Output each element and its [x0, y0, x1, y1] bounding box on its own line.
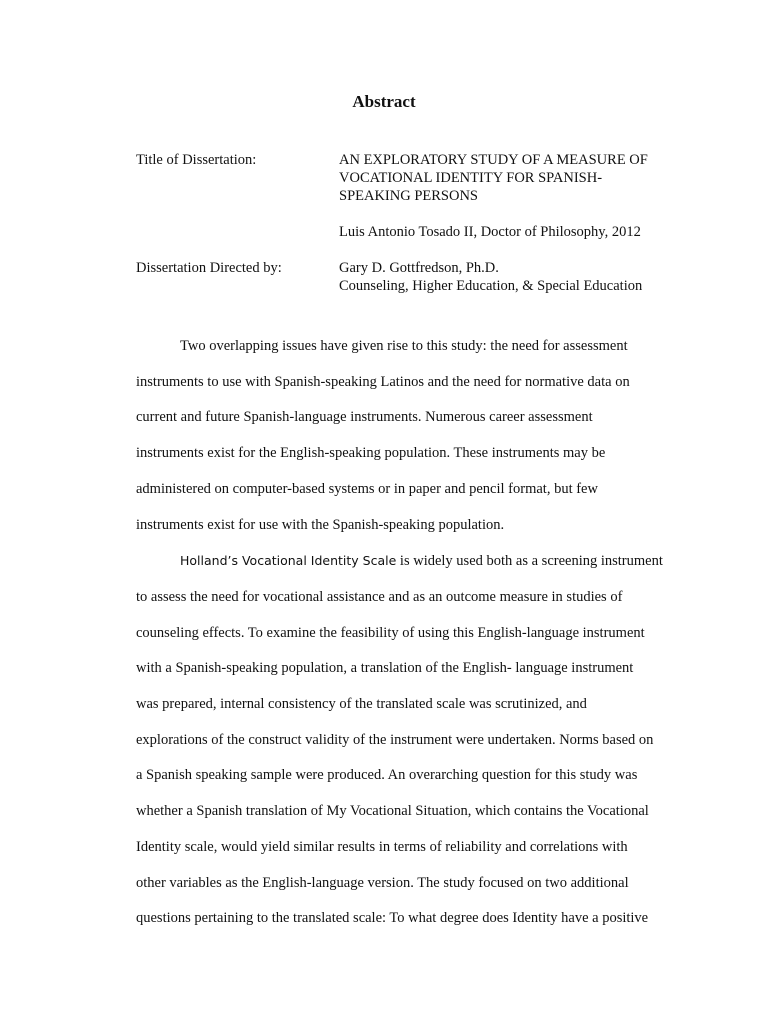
author-degree: Luis Antonio Tosado II, Doctor of Philosophy, 2012: [339, 224, 641, 240]
text-line: instruments exist for the English-speaking population. These instruments may be: [136, 445, 606, 462]
dissertation-title: [339, 151, 696, 205]
dissertation-metadata: [136, 151, 696, 295]
scale-name: Holland’s Vocational Identity Scale: [180, 553, 397, 569]
text-line: whether a Spanish translation of My Vocational Situation, which contains the Vocational: [136, 803, 649, 820]
title-label: Title of Dissertation:: [136, 152, 257, 168]
director-row: [136, 259, 696, 295]
title-line: VOCATIONAL IDENTITY FOR SPANISH-: [339, 170, 603, 186]
paragraph: [136, 543, 680, 937]
text-line: Holland’s Vocational Identity Scale is widely used both as a screening instrument: [180, 553, 663, 570]
abstract-heading: Abstract: [352, 92, 416, 111]
text-line: was prepared, internal consistency of the translated scale was scrutinized, and: [136, 696, 587, 713]
text-line: current and future Spanish-language instruments. Numerous career assessment: [136, 409, 593, 426]
text-line: other variables as the English-language version. The study focused on two additional: [136, 874, 629, 891]
text-line: questions pertaining to the translated scale: To what degree does Identity have a positive: [136, 910, 649, 927]
text-line: Identity scale, would yield similar results in terms of reliability and correlations with: [136, 838, 628, 855]
director-name: Gary D. Gottfredson, Ph.D.: [339, 260, 499, 276]
author-row: [136, 223, 696, 241]
text-line: explorations of the construct validity of the instrument were undertaken. Norms based on: [136, 731, 654, 748]
text-line: counseling effects. To examine the feasibility of using this English-language instrument: [136, 624, 645, 641]
text-line: a Spanish speaking sample were produced. An overarching question for this study was: [136, 767, 638, 784]
text-line: with a Spanish-speaking population, a translation of the English- language instrument: [136, 660, 634, 677]
director-info: [339, 259, 696, 295]
director-department: Counseling, Higher Education, & Special Education: [339, 278, 643, 294]
text-line: to assess the need for vocational assistance and as an outcome measure in studies of: [136, 588, 623, 605]
text-line: Two overlapping issues have given rise to this study: the need for assessment: [180, 338, 628, 354]
director-label: Dissertation Directed by:: [136, 260, 282, 276]
text-line: instruments exist for use with the Spanish-speaking population.: [136, 516, 505, 533]
text-line: administered on computer-based systems or in paper and pencil format, but few: [136, 480, 598, 497]
title-line: SPEAKING PERSONS: [339, 188, 478, 204]
text-line: instruments to use with Spanish-speaking Latinos and the need for normative data on: [136, 373, 630, 390]
paragraph: [136, 329, 680, 543]
abstract-body: [136, 329, 680, 937]
title-line: AN EXPLORATORY STUDY OF A MEASURE OF: [339, 152, 648, 168]
title-row: [136, 151, 696, 205]
